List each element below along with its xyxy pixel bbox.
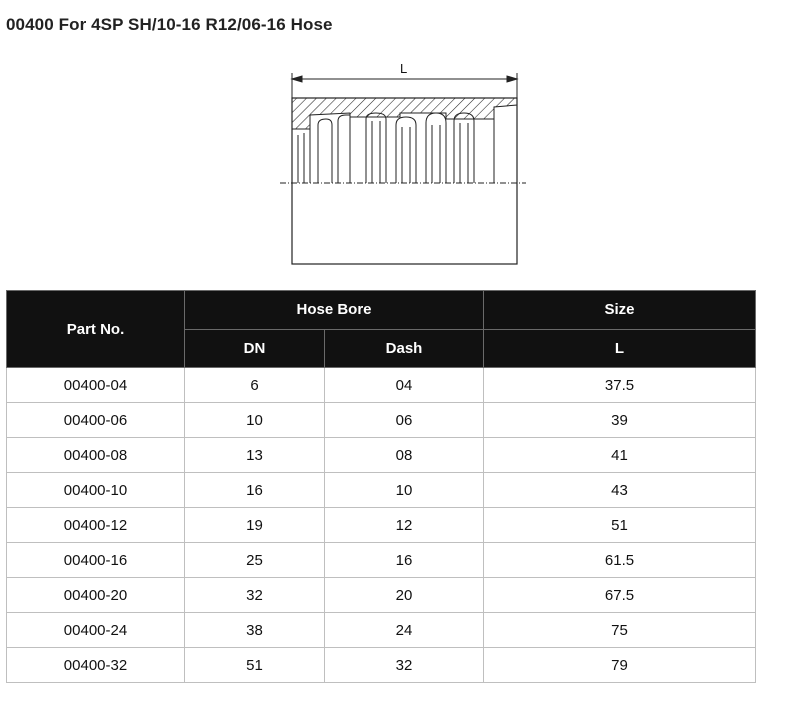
header-dn: DN <box>185 329 325 368</box>
specification-table <box>6 290 756 683</box>
cell-part: 00400-20 <box>7 578 185 613</box>
header-l: L <box>484 329 756 368</box>
cell-dash: 06 <box>325 403 484 438</box>
table-row <box>7 368 756 403</box>
table-row <box>7 473 756 508</box>
cell-part: 00400-04 <box>7 368 185 403</box>
cell-dash: 12 <box>325 508 484 543</box>
cell-part: 00400-06 <box>7 403 185 438</box>
cell-l: 39 <box>484 403 756 438</box>
cell-l: 61.5 <box>484 543 756 578</box>
cell-l: 43 <box>484 473 756 508</box>
cell-part: 00400-16 <box>7 543 185 578</box>
cell-part: 00400-12 <box>7 508 185 543</box>
cell-l: 79 <box>484 648 756 683</box>
ferrule-outline <box>292 98 517 264</box>
internal-teeth <box>298 113 494 183</box>
table-row <box>7 543 756 578</box>
table-row <box>7 438 756 473</box>
cell-dn: 32 <box>185 578 325 613</box>
ferrule-drawing <box>280 55 530 270</box>
cell-dn: 16 <box>185 473 325 508</box>
header-part-no: Part No. <box>7 291 185 368</box>
cell-dash: 08 <box>325 438 484 473</box>
table-row <box>7 578 756 613</box>
cell-dash: 04 <box>325 368 484 403</box>
cell-dash: 32 <box>325 648 484 683</box>
cell-dash: 20 <box>325 578 484 613</box>
table-row <box>7 648 756 683</box>
cell-dash: 16 <box>325 543 484 578</box>
cell-dn: 6 <box>185 368 325 403</box>
dimension-label: L <box>400 61 408 76</box>
table-row <box>7 403 756 438</box>
cell-l: 67.5 <box>484 578 756 613</box>
header-size: Size <box>484 291 756 330</box>
hatched-wall <box>292 98 517 129</box>
cell-dn: 25 <box>185 543 325 578</box>
cell-part: 00400-10 <box>7 473 185 508</box>
page-title: 00400 For 4SP SH/10-16 R12/06-16 Hose <box>6 15 333 34</box>
cell-part: 00400-24 <box>7 613 185 648</box>
cell-l: 41 <box>484 438 756 473</box>
cell-l: 51 <box>484 508 756 543</box>
dimension-line <box>292 73 517 100</box>
header-dash: Dash <box>325 329 484 368</box>
table-row <box>7 508 756 543</box>
cell-dn: 19 <box>185 508 325 543</box>
header-hose-bore: Hose Bore <box>185 291 484 330</box>
cell-dn: 13 <box>185 438 325 473</box>
cell-part: 00400-08 <box>7 438 185 473</box>
cell-l: 37.5 <box>484 368 756 403</box>
cell-dn: 10 <box>185 403 325 438</box>
cell-part: 00400-32 <box>7 648 185 683</box>
cell-dn: 38 <box>185 613 325 648</box>
cell-dash: 24 <box>325 613 484 648</box>
cell-dash: 10 <box>325 473 484 508</box>
table-row <box>7 613 756 648</box>
cell-dn: 51 <box>185 648 325 683</box>
cell-l: 75 <box>484 613 756 648</box>
